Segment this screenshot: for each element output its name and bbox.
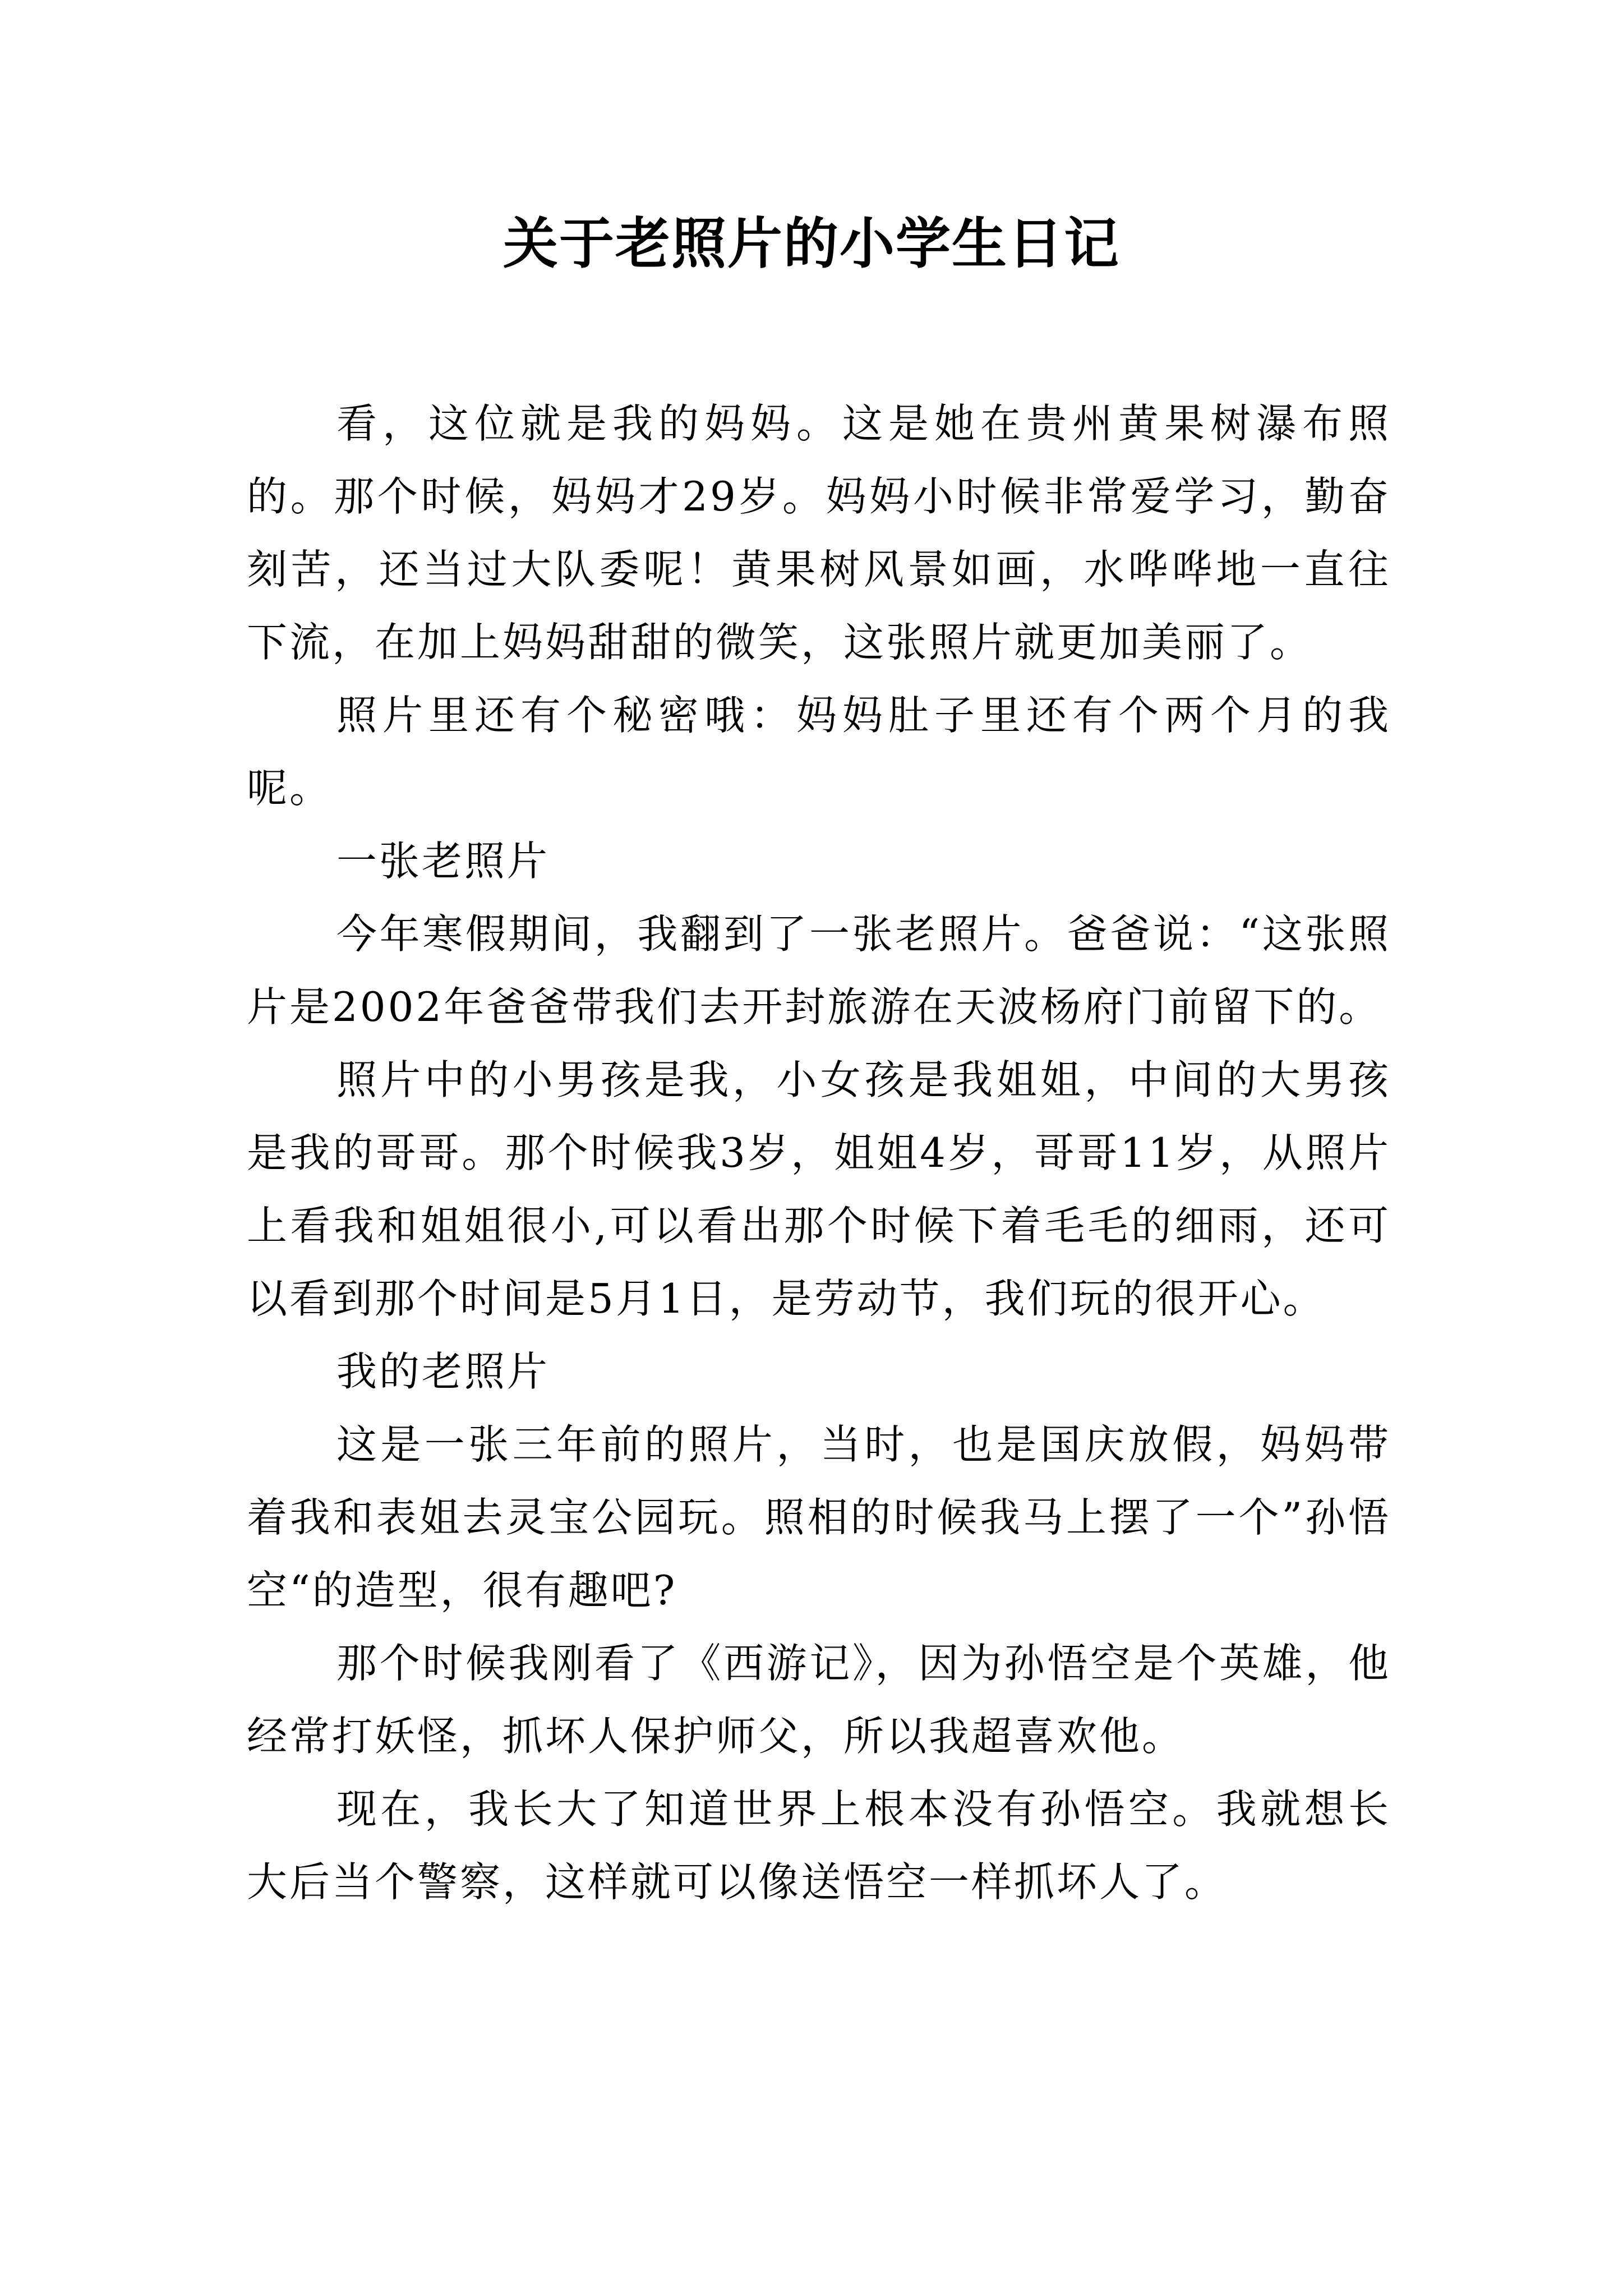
document-title: 关于老照片的小学生日记 <box>502 211 1120 276</box>
paragraph-journey-west: 那个时候我刚看了《西游记》，因为孙悟空是个英雄，他经常打妖怪，抓坏人保护师父，所以我超喜欢他。 <box>247 1640 1391 1760</box>
section-heading-old-photo: 一张老照片 <box>336 838 550 885</box>
paragraph-siblings: 照片中的小男孩是我，小女孩是我姐姐，中间的大男孩是我的哥哥。那个时候我3岁，姐姐4岁，哥哥11岁，从照片上看我和姐姐很小,可以看出那个时候下着毛毛的细雨，还可以看到那个时间是5月1日，是劳动节，我们玩的很开心。 <box>247 1056 1391 1322</box>
document-body <box>247 387 1391 1918</box>
paragraph-policeman: 现在，我长大了知道世界上根本没有孙悟空。我就想长大后当个警察，这样就可以像送悟空一样抓坏人了。 <box>247 1786 1391 1906</box>
paragraph-secret: 照片里还有个秘密哦：妈妈肚子里还有个两个月的我呢。 <box>247 692 1391 812</box>
paragraph-national-day: 这是一张三年前的照片，当时，也是国庆放假，妈妈带着我和表姐去灵宝公园玩。照相的时候我马上摆了一个”孙悟空“的造型，很有趣吧? <box>247 1421 1391 1614</box>
section-heading-my-old-photo: 我的老照片 <box>336 1348 550 1395</box>
paragraph-mother-photo: 看，这位就是我的妈妈。这是她在贵州黄果树瀑布照的。那个时候，妈妈才29岁。妈妈小时候非常爱学习，勤奋刻苦，还当过大队委呢！黄果树风景如画，水哗哗地一直往下流，在加上妈妈甜甜的微笑，这张照片就更加美丽了。 <box>247 400 1391 666</box>
paragraph-winter-holiday: 今年寒假期间，我翻到了一张老照片。爸爸说：“这张照片是2002年爸爸带我们去开封旅游在天波杨府门前留下的。 <box>247 910 1391 1030</box>
